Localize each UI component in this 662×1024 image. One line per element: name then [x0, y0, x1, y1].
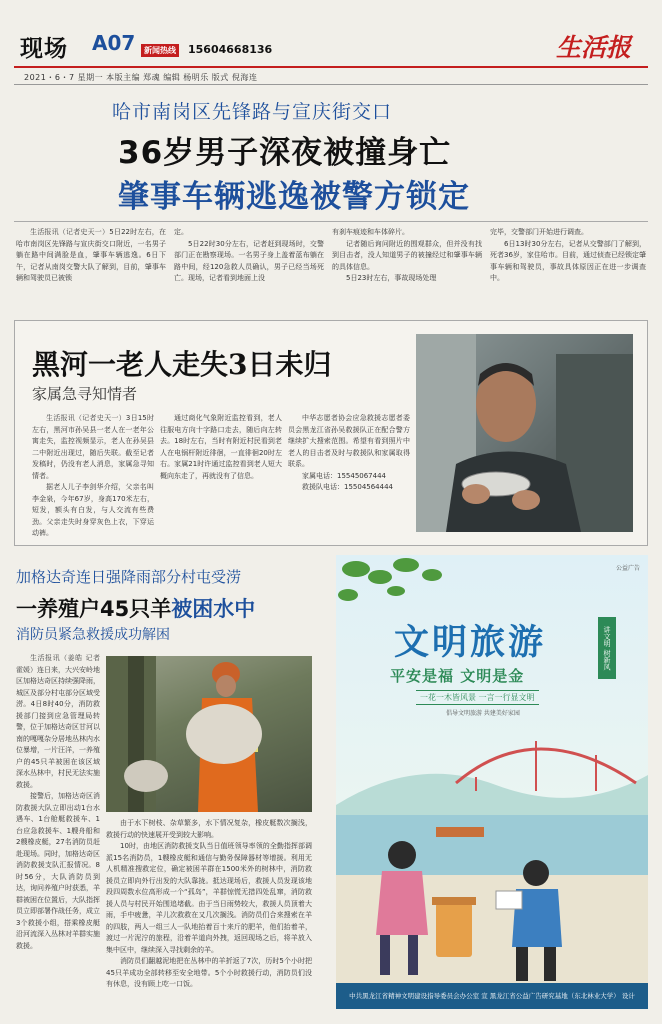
story3-headline-black: 一养殖户45只羊 — [16, 597, 172, 621]
story2-column-3 — [288, 413, 410, 527]
story1-rule — [14, 221, 648, 222]
story2-paragraph: 中华志愿者协会应急救援志愿者委员会黑龙江省孙吴救援队正在配合警方继续扩大搜索范围。希望有看到照片中老人的目击者及时与救援队和家属取得联系。 — [288, 414, 410, 468]
story3-subheadline: 消防员紧急救援成功解困 — [16, 627, 170, 643]
story3-paragraph: 接警后，加格达奇区消防救援大队立即出动1台水遇车、1台舱艇救援车、1台应急救援车、1艘舟船和2艘橡皮艇，27名消防员赶赴现场。同时，加格达奇区消防救援支队汇报情况。8时56分，大队消防员到达，询问养殖户时获悉，羊群被困在位置后，大队指挥员立即部署作战任务，成立3个救援小组，搭乘橡皮艇沿河流深入丛林对羊群实施救援。 — [16, 792, 100, 950]
dateline: 2021・6・7 星期一 本版主编 郑魂 编辑 杨明乐 版式 倪海连 — [24, 73, 258, 82]
rescue-team-phone: 救援队电话：15504564444 — [302, 483, 393, 491]
story1-column-1 — [16, 227, 166, 313]
story1-paragraph: 5日22时左右，在哈市南岗区先锋路与宣庆街交口附近，一名男子躺在路中间满脸是血，肇事车辆逃逸。6日下午，记者从南岗交警大队了解到，目前，肇事车辆和驾驶员已被锁 — [16, 228, 166, 282]
hotline-number: 15604668136 — [188, 43, 273, 56]
story1-column-2 — [174, 227, 324, 313]
story2-column-2 — [160, 413, 282, 527]
page-number: A07 — [92, 31, 136, 55]
man-eating-illustration — [416, 334, 633, 532]
firefighter-carrying-sheep-photo — [106, 656, 312, 812]
story3-column-1 — [16, 653, 100, 1009]
story1-headline: 36岁男子深夜被撞身亡 — [118, 135, 452, 171]
story1-byline: 生活报讯（记者史天一） — [30, 228, 110, 236]
ad-title: 文明旅游 — [394, 623, 547, 663]
story1-column-3 — [332, 227, 482, 313]
section-name: 现场 — [20, 36, 68, 62]
story3-paragraph: 由于水下树枝、杂草繁多，水下情况复杂，橡皮艇数次搁浅，救援行动的快速展开受到较大影响。 — [106, 819, 312, 839]
ad-tagline: 倡导文明旅游 共建美好家园 — [446, 710, 520, 717]
hotline-badge: 新闻热线 — [141, 44, 179, 57]
ad-vertical-label: 讲文明 树新风 — [598, 617, 616, 679]
masthead-rule-thin — [14, 84, 648, 85]
story3-paragraph: 10时，由地区消防救援支队当日值班领导率领的全勤指挥部调派15名消防员，1艘橡皮艇和通信与勤务保障器材等增援。利用无人机精准搜救定位，确定被困羊群在1500米外的树林中，消防救援员立即向外行出发的大队靠拢。抵达现场后，救援人员发现该地段四周数水位高形成一个“孤岛”，羊群惊慌无措四处乱窜，消防救援人员与村民开始围追堵截。由于当日雨势较大，救援人员顶着大雨，手中疲惫，羊儿次救救在又几次搁浅。消防员们合来搜索在羊的四肢，两人一组三人一队地抬着百十来斤的肥羊，他们抬着羊，渡过一片泥泞的旅程，沿着羊道向外拽，返回现场之后，将羊放入集中区中，继续深入寻找剩余的羊。 — [106, 842, 312, 954]
ad-slogan: 平安是福 文明是金 — [390, 667, 525, 685]
masthead-rule — [14, 66, 648, 68]
story1-column-4 — [490, 227, 646, 313]
ad-subslogan: 一花一木皆风景 一言一行显文明 — [416, 690, 539, 705]
missing-elderly-man-photo — [416, 334, 633, 532]
story1-headline-second: 肇事车辆逃逸被警方锁定 — [118, 179, 470, 215]
firefighter-illustration — [106, 656, 312, 812]
story3-paragraph: 消防员们翻越泥地把在丛林中的羊折返了7次，历时5个小时把45只羊成功全部转移至安全地带。5个小时救援行动，消防员们没有休息，没有顾上吃一口饭。 — [106, 957, 312, 988]
story1-paragraph: 记者随后询问附近的围观群众，但并没有找到目击者，没人知道男子的被撞经过和肇事车辆的具体信息。 — [332, 239, 482, 271]
story3-byline: 生活报讯（姜皓 记者霍媛） — [16, 654, 100, 674]
story1-paragraph: 5日23时左右，事故现场处理 — [346, 274, 437, 282]
story2-paragraph: 通过商化气象附近监控看到，老人往服电方向十字路口走去，随后向左转去。18时左右，当时有附近村民看到老人在电锅杆附近徘徊，一直徘徊20时左右。家属21时许通过监控看到老人短大概向东走了，再就没有了信息。 — [160, 414, 282, 480]
story1-paragraph: 有刹车痕迹和车体碎片。 — [332, 228, 409, 236]
story3-kicker: 加格达奇连日强降雨部分村屯受涝 — [16, 568, 242, 586]
story2-paragraph: 据老人儿子李剑华介绍，父亲名叫李金泉，今年67岁，身高170米左右，短发，额头有白发，与人交流有些费劲。父亲走失时身穿灰色上衣，下穿运动裤。 — [32, 483, 154, 537]
newspaper-logo: 生活报 — [556, 33, 632, 62]
story1-paragraph: 定。 — [174, 228, 188, 236]
ad-footer: 中共黑龙江省精神文明建设指导委员会办公室 宣 黑龙江省公益广告研究基地（东北林业大学） 设计 — [336, 983, 648, 1009]
story1-paragraph: 5日22时30分左右，记者赶到现场时，交警部门正在勘察现场。一名男子身上盖着蓝布躺在路中间，经120急救人员确认，男子已经当场死亡。现场，记者看到地面上没 — [174, 239, 324, 282]
story3-paragraph: 连日来，大兴安岭地区加格达奇区持续强降雨，城区及部分村屯部分区域受涝。4日8时40分，消防救援部门接到应急管理局转警，位于加格达奇区甘河以南的嘎嘎杂分居地丛林内水位暴增，一片汪洋，一养殖户的45只羊被困在该区域深水丛林中，村民无法实施救援。 — [16, 665, 100, 789]
story1-kicker: 哈市南岗区先锋路与宣庆街交口 — [112, 101, 393, 123]
family-phone: 家属电话：15545067444 — [302, 471, 386, 480]
story3-headline — [16, 593, 255, 623]
story2-headline: 黑河一老人走失3日未归 — [32, 348, 332, 381]
story2-subheadline: 家属急寻知情者 — [32, 385, 138, 403]
story1-paragraph: 6日13时30分左右，记者从交警部门了解到，死者36岁，家住哈市。目前，通过侦查已经锁定肇事车辆和驾驶员，事故具体原因正在进一步调查中。 — [490, 239, 646, 282]
civilized-tourism-ad — [336, 555, 648, 1009]
story1-paragraph: 完毕，交警部门开始进行调查。 — [490, 228, 588, 236]
story3-column-2 — [106, 818, 312, 1008]
ad-tag: 公益广告 — [615, 565, 640, 572]
story3-headline-blue: 被困水中 — [171, 597, 256, 621]
story2-column-1 — [32, 413, 154, 537]
story2-paragraph: 3日15时左右，黑河市孙吴县一老人在一老年公寓走失，监控视频显示，老人在孙吴县二中附近出现过，随后失联。截至记者发稿时，仍没有老人消息，家属急寻知情者。 — [32, 414, 154, 480]
story2-byline: 生活报讯（记者史天一） — [46, 414, 126, 422]
